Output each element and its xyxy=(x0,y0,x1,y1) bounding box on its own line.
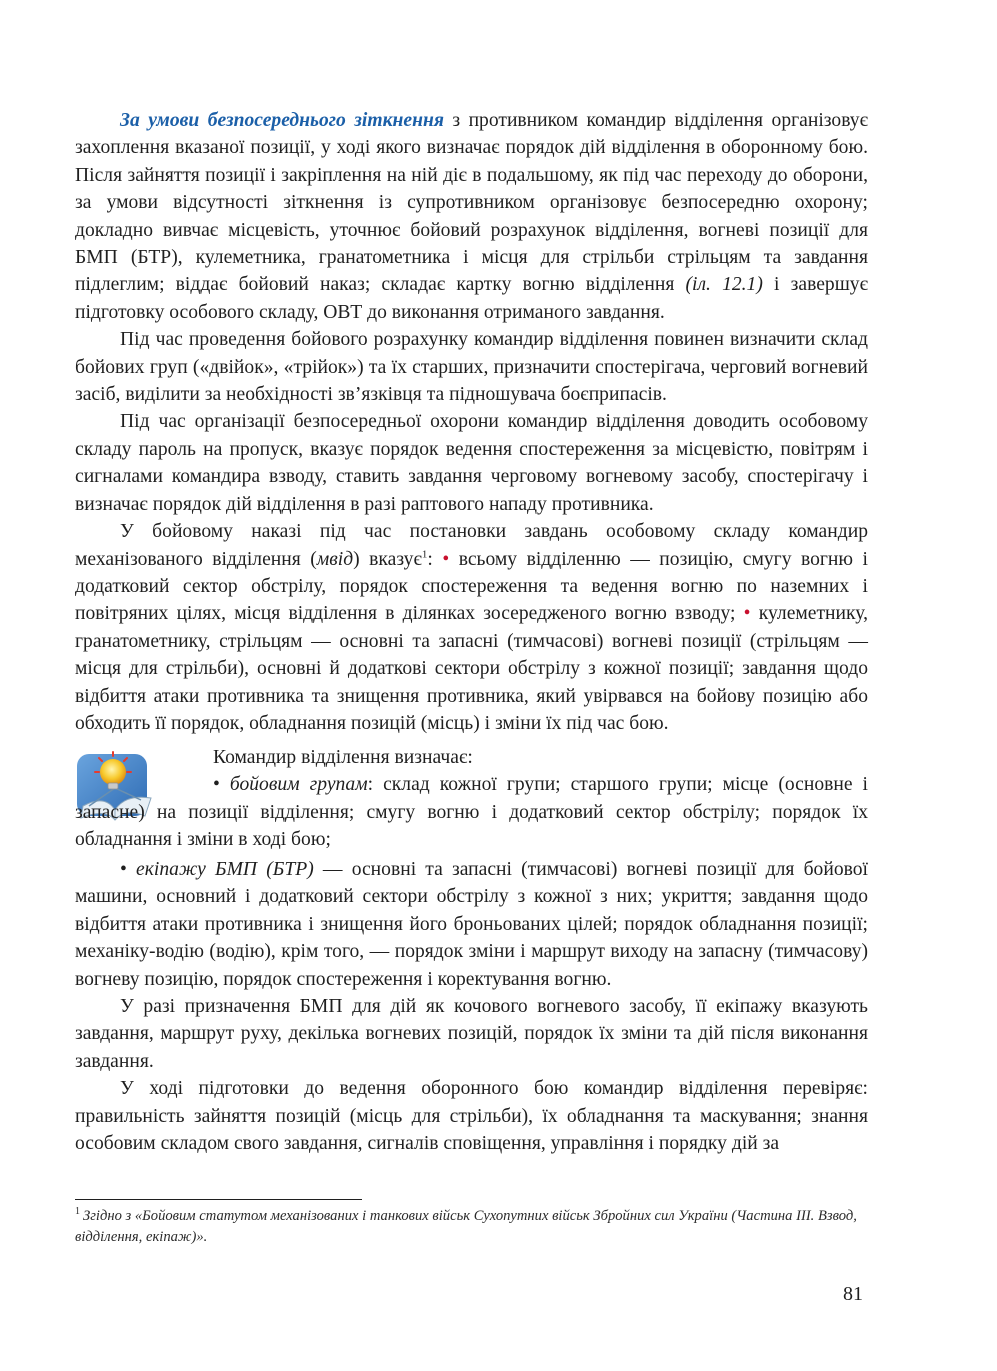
paragraph-8: У разі призначення БМП для дій як кочового вогневого засобу, її екіпажу вказують завдання, маршрут руху, декілька вогневих позицій, порядок їх зміни та дій після виконання завдання. xyxy=(75,996,868,1072)
paragraph-5: Командир відділення визначає: xyxy=(213,747,473,768)
page-number: 81 xyxy=(843,1283,863,1305)
footnote-divider xyxy=(75,1199,362,1200)
paragraph-text: — основні та запасні (тимчасові) вогневі позиції для бойової машини, основний і додатковий сектори обстрілу з кожної з них; укриття; завдання щодо відбиття атаки противника і знищення його броньованих цілей; порядок обладнання позиції; механіку-водію (водію), крім того, — порядок зміни і маршрут виходу на запасну (тимчасову) вогневу позицію, порядок спостереження і коректування вогню. xyxy=(75,859,868,990)
abbreviation: мвід xyxy=(316,548,354,570)
paragraph-text: і завершує підготовку особового складу, ОВТ до виконання отриманого завдання. xyxy=(75,274,869,323)
figure-reference: (іл. 12.1) xyxy=(685,274,763,296)
main-text-lower xyxy=(75,856,868,1157)
paragraph-6 xyxy=(75,771,868,853)
paragraph-text: з противником командир відділення організовує захоплення вказаної позиції, у ході якого визначає порядок дій відділення в оборонному бою. Після зайняття позиції і закріплення на ній діє в подальшому, як під час переходу до оборони, за умови відсутності зіткнення із супротивником організовує безпосередню охорону; докладно вивчає місцевість, уточнює бойовий розрахунок відділення, вогневі позиції для БМП (БТР), кулеметника, гранатометника і місця для стрільби стрільцям та завдання підлеглим; віддає бойовий наказ; складає картку вогню відділення xyxy=(75,110,868,296)
bullet: • xyxy=(213,774,230,796)
paragraph-text: У бойовому наказі під час постановки завдань особовому складу командир механізованого відділення ( xyxy=(75,521,868,570)
paragraph-4 xyxy=(75,518,868,737)
paragraph-text: всьому відділенню — позицію, смугу вогню і додатковий сектор обстрілу, порядок спостереження та ведення вогню по наземних і повітряних цілях, місця відділення в ділянках зосередженого вогню взводу; xyxy=(75,548,868,625)
bullet-lead: екіпажу БМП (БТР) xyxy=(136,859,314,880)
bullet: • xyxy=(743,603,751,625)
bullet-lead: бойовим групам xyxy=(229,774,368,796)
paragraph-2: Під час проведення бойового розрахунку командир відділення повинен визначити склад бойових груп («двійок», «трійок») та їх старших, призначити спостерігача, черговий вогневий засіб, виділити за необхідності зв’язківця та підношувача боєприпасів. xyxy=(75,329,868,406)
paragraph-7 xyxy=(75,856,868,993)
bullet: • xyxy=(120,859,137,880)
paragraph-text: : xyxy=(427,548,443,570)
main-text-icon-section xyxy=(75,744,868,854)
paragraph-text: ) вказує xyxy=(353,548,422,570)
paragraph-text: кулеметнику, гранатометнику, стрільцям — основні та запасні (тимчасові) вогневі позиції (стрільцям — місця для стрільби), основні й додаткові сектори обстрілу з кожної позиції; завдання щодо відбиття атаки противника та знищення противника, який увірвався на бойову позицію або обходить її порядок, обладнання позицій (місць) і зміни їх під час бою. xyxy=(75,603,869,734)
paragraph-9: У ході підготовки до ведення оборонного бою командир відділення перевіряє: правильність зайняття позицій (місць для стрільби), їх обладнання та маскування; знання особовим складом свого завдання, сигналів сповіщення, управління і порядку дій за xyxy=(75,1078,868,1155)
footnote-text: Згідно з «Бойовим статутом механізованих і танкових військ Сухопутних військ Збройних сил України (Частина III. Взвод, відділення, екіпаж)». xyxy=(75,1208,857,1245)
footnote-mark: 1 xyxy=(75,1206,80,1218)
footnote xyxy=(75,1206,868,1248)
bullet: • xyxy=(442,548,450,570)
paragraph-1 xyxy=(75,107,868,326)
paragraph-text: : склад кожної групи; старшого групи; місце (основне і запасне) на позиції відділення; смугу вогню і додатковий сектор обстрілу; порядок їх обладнання і зміни в ході бою; xyxy=(75,774,869,851)
main-text-upper xyxy=(75,107,868,737)
footnote-reference: 1 xyxy=(421,547,428,560)
paragraph-lead: За умови безпосереднього зіткнення xyxy=(120,110,444,131)
paragraph-3: Під час організації безпосередньої охорони командир відділення доводить особовому складу пароль на пропуск, вказує порядок ведення спостереження за місцевістю, повітрям і сигналами командира взводу, ставить завдання черговому вогневому засобу, спостерігачу і визначає порядок дій відділення в разі раптового нападу противника. xyxy=(75,411,868,515)
